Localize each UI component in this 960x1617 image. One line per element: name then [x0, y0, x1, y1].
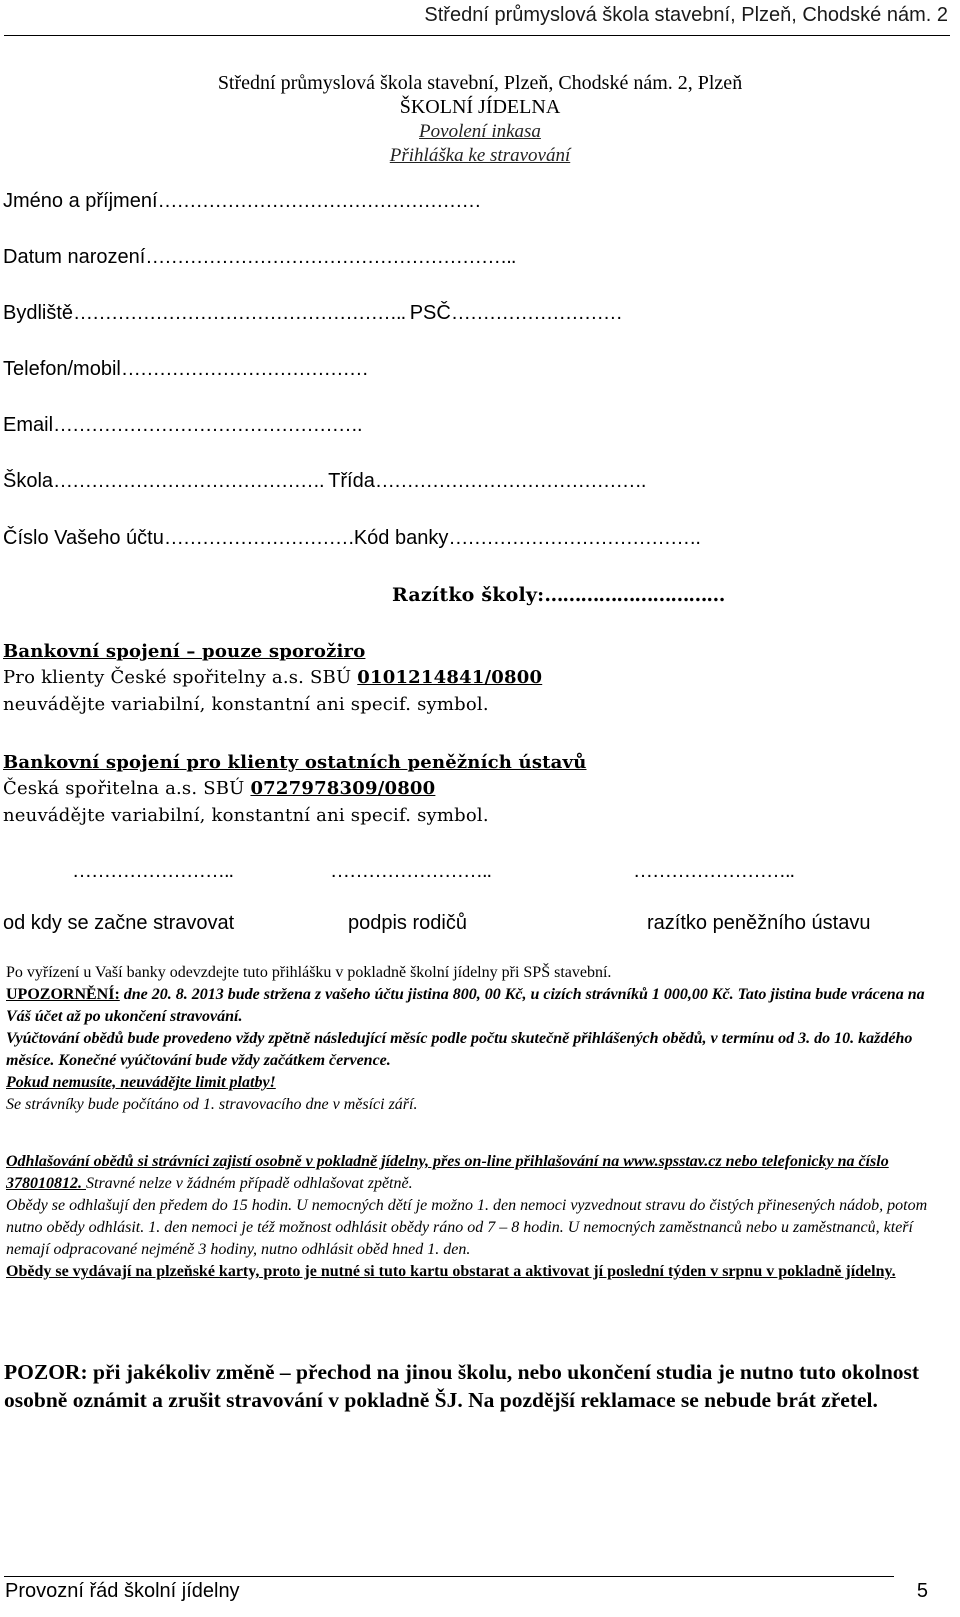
field-postcode-dots[interactable]: ………………………: [450, 302, 622, 324]
bank2-prefix: Česká spořitelna a.s. SBÚ: [3, 778, 251, 799]
september-note: Se strávníky bude počítáno od 1. stravovacího dne v měsíci září.: [6, 1096, 418, 1113]
field-school-dots: …………………………………….: [53, 470, 329, 492]
billing-paragraph: Vyúčtování obědů bude provedeno vždy zpětně následující měsíc podle počtu skutečně přihlášených obědů, v termínu od 3. do 10. každého měsíce. Konečné vyúčtování bude vždy začátkem července.: [6, 1030, 913, 1069]
footer-rule: [4, 1576, 894, 1577]
bank2-note: neuvádějte variabilní, konstantní ani specif. symbol.: [3, 805, 489, 826]
school-stamp-dots: …………………………: [544, 584, 725, 606]
cards-note: Obědy se vydávají na plzeňské karty, proto je nutné si tuto kartu obstarat a aktivovat jí poslední týden v srpnu v pokladně jídelny.: [6, 1263, 896, 1280]
bank2-account: 0727978309/0800: [250, 778, 436, 799]
field-class-label: Třída: [328, 470, 375, 492]
canteen-title: ŠKOLNÍ JÍDELNA: [399, 96, 561, 118]
running-header: Střední průmyslová škola stavební, Plzeň, Chodské nám. 2: [424, 4, 948, 26]
field-address-dots: ……………………………………………..: [73, 302, 410, 324]
field-bank-code-label: Kód banky: [353, 527, 449, 549]
cancellation-rules: Obědy se odhlašují den předem do 15 hodin. U nemocných dětí je možno 1. den nemoci vyzvednout stravu do čistých přinesených nádob, potom nutno obědy odhlásit. 1. den nemoci je též možnost odhlásit obědy ráno od 7 – 8 hodin. U nemocných zaměstnanců nebo u zaměstnanců, kteří nemají odpracované nejméně 3 hodiny, nutno odhlásit oběd hned 1. den.: [6, 1197, 928, 1258]
field-phone[interactable]: [3, 358, 368, 381]
field-email-label: Email: [3, 414, 54, 436]
field-phone-dots: …………………………………: [120, 358, 368, 380]
footer-title: Provozní řád školní jídelny: [5, 1580, 240, 1602]
warning-paragraph: [6, 984, 936, 1028]
start-date-label: od kdy se začne stravovat: [3, 912, 235, 934]
bank1-line: [3, 667, 542, 688]
bank1-account: 0101214841/0800: [357, 667, 543, 688]
cancellation-italic: Stravné nelze v žádném případě odhlašovat zpětně.: [86, 1175, 413, 1192]
limit-note: Pokud nemusíte, neuvádějte limit platby!: [6, 1074, 276, 1091]
field-name-dots: ……………………………………………: [157, 190, 481, 212]
school-name-line: Střední průmyslová škola stavební, Plzeň, Chodské nám. 2, Plzeň: [217, 72, 743, 94]
field-email[interactable]: [3, 414, 362, 437]
field-address[interactable]: [3, 302, 622, 325]
field-account-dots: …………………………: [163, 527, 354, 549]
warning-label: UPOZORNĚNÍ:: [6, 986, 120, 1003]
cancellation-block: [6, 1151, 936, 1283]
bank1-prefix: Pro klienty České spořitelny a.s. SBÚ: [3, 667, 358, 688]
school-stamp-field[interactable]: [392, 584, 724, 606]
direct-debit-title: Povolení inkasa: [419, 121, 541, 142]
field-birth-date-label: Datum narození: [3, 246, 146, 268]
registration-title: Přihláška ke stravování: [389, 145, 571, 166]
parents-signature-dots[interactable]: ……………………..: [330, 860, 492, 882]
page-number: 5: [916, 1580, 928, 1602]
field-account-label: Číslo Vašeho účtu: [3, 527, 164, 549]
instructions-block: [6, 962, 936, 1116]
field-birth-date[interactable]: [3, 246, 515, 269]
field-postcode-label: PSČ: [409, 302, 451, 324]
field-account[interactable]: [3, 527, 700, 550]
bank1-note: neuvádějte variabilní, konstantní ani specif. symbol.: [3, 694, 489, 715]
field-class-dots[interactable]: …………………………………….: [374, 470, 646, 492]
bank-stamp-dots[interactable]: ……………………..: [633, 860, 795, 882]
start-date-dots[interactable]: ……………………..: [72, 860, 234, 882]
header-rule: [4, 35, 950, 36]
field-school[interactable]: [3, 470, 645, 493]
cancellation-paragraph: [6, 1151, 936, 1195]
submit-instruction: Po vyřízení u Vaší banky odevzdejte tuto přihlášku v pokladně školní jídelny při SPŠ stavební.: [6, 964, 612, 981]
field-birth-date-dots: …………………………………………………..: [145, 246, 516, 268]
field-email-dots: ………………………………………….: [53, 414, 362, 436]
field-bank-code-dots[interactable]: ………………………………….: [448, 527, 700, 549]
warning-text: dne 20. 8. 2013 bude stržena z vašeho účtu jistina 800, 00 Kč, u cizích strávníků 1 000,00 Kč. Tato jistina bude vrácena na Váš účet až po ukončení stravování.: [6, 986, 925, 1025]
attention-paragraph: POZOR: při jakékoliv změně – přechod na jinou školu, nebo ukončení studia je nutno tuto okolnost osobně oznámit a zrušit stravování v pokladně ŠJ. Na pozdější reklamace se nebude brát zřetel.: [4, 1360, 920, 1412]
bank2-line: [3, 778, 435, 799]
cancellation-bold: Odhlašování obědů si strávníci zajistí osobně v pokladně jídelny, přes on-line přihlašování na www.spsstav.cz nebo telefonicky na číslo 378010812.: [6, 1153, 889, 1192]
field-name-label: Jméno a příjmení: [3, 190, 158, 212]
field-school-label: Škola: [3, 470, 54, 492]
bank-stamp-label: razítko peněžního ústavu: [647, 912, 871, 934]
bank1-heading: Bankovní spojení – pouze sporožiro: [3, 641, 366, 662]
field-phone-label: Telefon/mobil: [3, 358, 121, 380]
field-address-label: Bydliště: [3, 302, 74, 324]
school-stamp-label: Razítko školy:: [392, 584, 545, 606]
parents-signature-label: podpis rodičů: [348, 912, 467, 934]
bank2-heading: Bankovní spojení pro klienty ostatních peněžních ústavů: [3, 752, 587, 773]
field-name[interactable]: [3, 190, 481, 213]
